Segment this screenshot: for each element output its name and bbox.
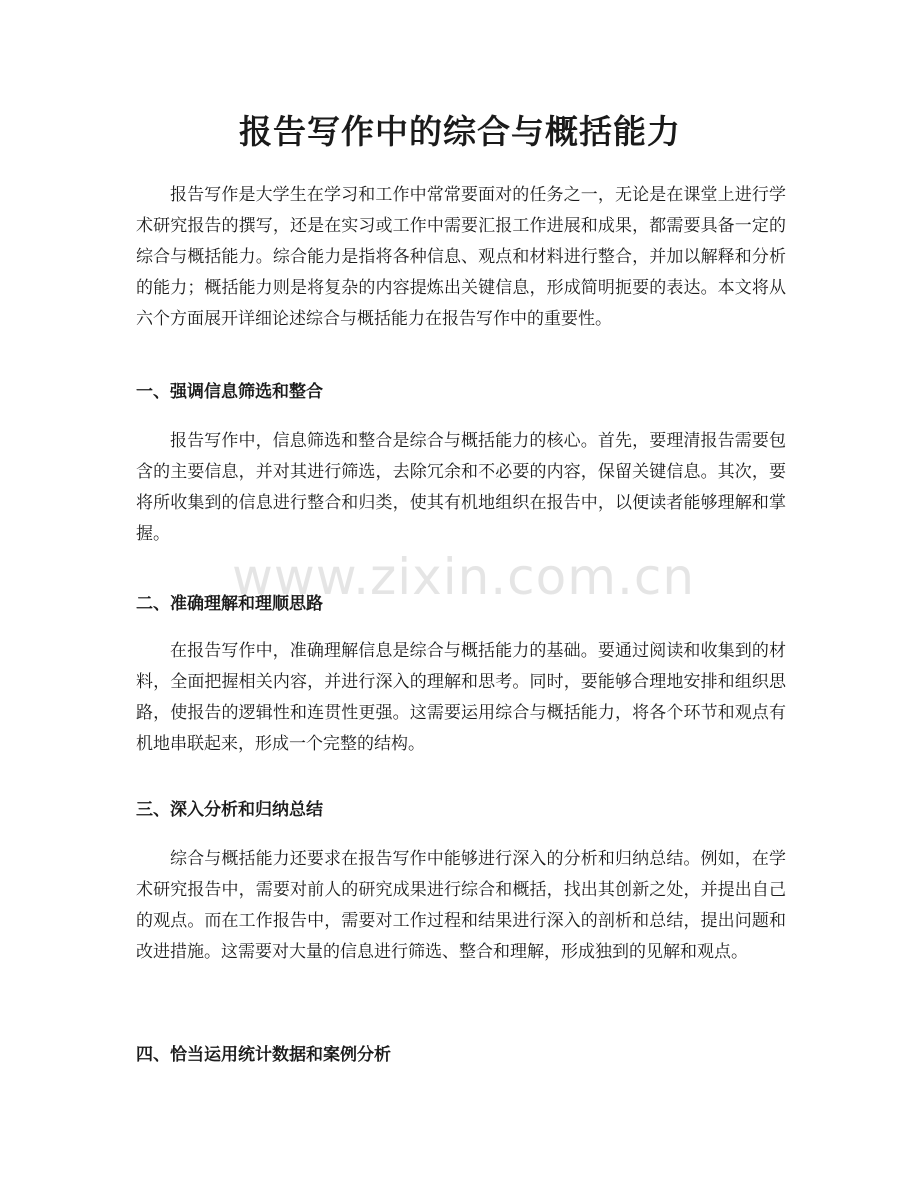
section-paragraph-1: 报告写作中，信息筛选和整合是综合与概括能力的核心。首先，要理清报告需要包含的主要信息，并对其进行筛选，去除冗余和不必要的内容，保留关键信息。其次，要将所收集到的信息进行整合和归类，使其有机地组织在报告中，以便读者能够理解和掌握。	[136, 431, 786, 544]
section-heading-2: 二、准确理解和理顺思路	[136, 594, 323, 614]
document-title: 报告写作中的综合与概括能力	[239, 112, 681, 151]
section-heading-4: 四、恰当运用统计数据和案例分析	[136, 1045, 391, 1065]
section-paragraph-2: 在报告写作中，准确理解信息是综合与概括能力的基础。要通过阅读和收集到的材料，全面把握相关内容，并进行深入的理解和思考。同时，要能够合理地安排和组织思路，使报告的逻辑性和连贯性更强。这需要运用综合与概括能力，将各个环节和观点有机地串联起来，形成一个完整的结构。	[136, 641, 786, 754]
section-paragraph-3: 综合与概括能力还要求在报告写作中能够进行深入的分析和归纳总结。例如，在学术研究报告中，需要对前人的研究成果进行综合和概括，找出其创新之处，并提出自己的观点。而在工作报告中，需要对工作过程和结果进行深入的剖析和总结，提出问题和改进措施。这需要对大量的信息进行筛选、整合和理解，形成独到的见解和观点。	[136, 849, 786, 962]
section-heading-1: 一、强调信息筛选和整合	[136, 382, 323, 402]
section-heading-3: 三、深入分析和归纳总结	[136, 800, 323, 820]
watermark: www.zixin.com.cn	[232, 548, 696, 606]
intro-paragraph: 报告写作是大学生在学习和工作中常常要面对的任务之一，无论是在课堂上进行学术研究报告的撰写，还是在实习或工作中需要汇报工作进展和成果，都需要具备一定的综合与概括能力。综合能力是指将各种信息、观点和材料进行整合，并加以解释和分析的能力；概括能力则是将复杂的内容提炼出关键信息，形成简明扼要的表达。本文将从六个方面展开详细论述综合与概括能力在报告写作中的重要性。	[136, 185, 786, 329]
